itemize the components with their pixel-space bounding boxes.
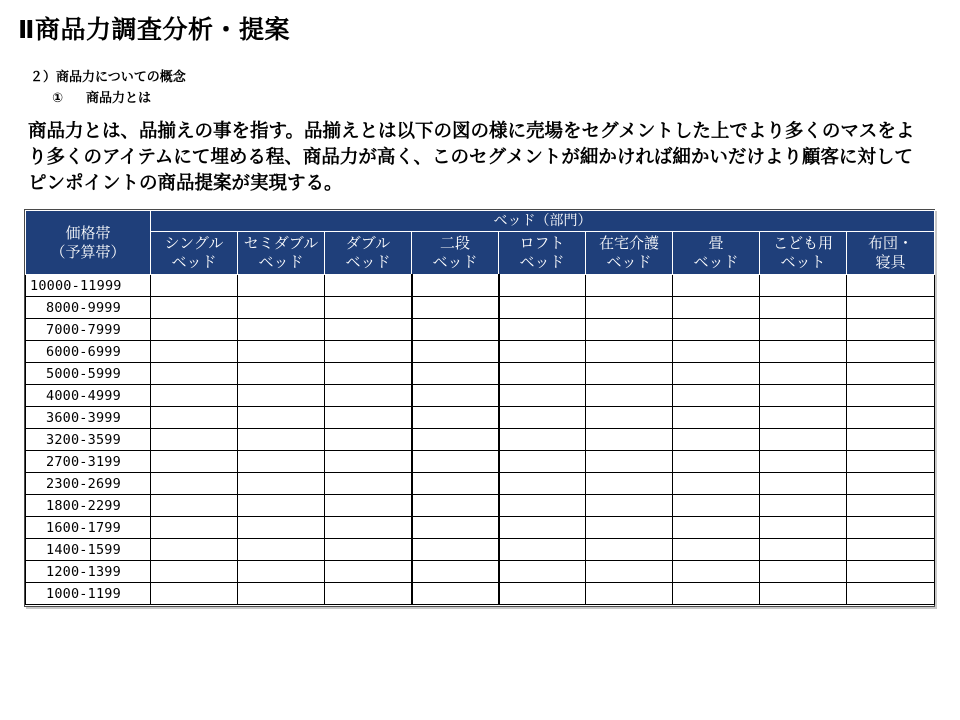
matrix-cell — [238, 517, 325, 539]
column-header-line: こども用 — [772, 234, 833, 252]
matrix-cell — [151, 407, 238, 429]
matrix-cell — [586, 561, 673, 583]
matrix-cell — [760, 517, 847, 539]
matrix-cell — [151, 341, 238, 363]
matrix-cell — [151, 495, 238, 517]
column-header-line: 在宅介護 — [598, 234, 659, 252]
matrix-cell — [586, 495, 673, 517]
matrix-cell — [238, 363, 325, 385]
matrix-cell — [499, 539, 586, 561]
matrix-cell — [325, 451, 412, 473]
column-header-line: 二段 — [439, 234, 470, 252]
subsection-number: ① — [52, 91, 64, 106]
matrix-cell — [586, 539, 673, 561]
matrix-cell — [412, 473, 499, 495]
matrix-cell — [760, 583, 847, 605]
matrix-cell — [760, 451, 847, 473]
matrix-cell — [586, 517, 673, 539]
matrix-cell — [238, 583, 325, 605]
matrix-cell — [673, 539, 760, 561]
price-band-cell: 1800-2299 — [26, 495, 151, 517]
price-band-cell: 10000-11999 — [26, 275, 151, 297]
matrix-cell — [499, 407, 586, 429]
table-row — [26, 517, 935, 539]
column-header-line: 畳 — [708, 234, 724, 252]
matrix-cell — [151, 473, 238, 495]
matrix-cell — [847, 473, 935, 495]
matrix-cell — [325, 319, 412, 341]
matrix-cell — [760, 495, 847, 517]
matrix-cell — [325, 407, 412, 429]
slide-title: Ⅱ商品力調査分析・提案 — [18, 15, 290, 44]
matrix-cell — [586, 473, 673, 495]
table-row — [26, 429, 935, 451]
matrix-cell — [760, 407, 847, 429]
table-row — [26, 363, 935, 385]
matrix-cell — [847, 583, 935, 605]
matrix-cell — [586, 583, 673, 605]
price-band-cell: 1600-1799 — [26, 517, 151, 539]
price-band-cell: 8000-9999 — [26, 297, 151, 319]
column-header — [673, 232, 760, 275]
matrix-cell — [499, 319, 586, 341]
matrix-cell — [847, 451, 935, 473]
table-row — [26, 583, 935, 605]
price-band-cell: 6000-6999 — [26, 341, 151, 363]
matrix-cell — [325, 429, 412, 451]
matrix-cell — [847, 363, 935, 385]
matrix-cell — [412, 407, 499, 429]
matrix-cell — [238, 561, 325, 583]
table-row — [26, 341, 935, 363]
matrix-cell — [673, 451, 760, 473]
table-row — [26, 297, 935, 319]
matrix-cell — [238, 319, 325, 341]
table-row — [26, 561, 935, 583]
matrix-cell — [325, 297, 412, 319]
subsection-heading — [52, 87, 151, 106]
matrix-cell — [238, 429, 325, 451]
matrix-cell — [412, 385, 499, 407]
price-band-cell: 2700-3199 — [26, 451, 151, 473]
table-row — [26, 275, 935, 297]
column-header — [412, 232, 499, 275]
matrix-cell — [325, 363, 412, 385]
matrix-cell — [151, 517, 238, 539]
price-band-cell: 1000-1199 — [26, 583, 151, 605]
matrix-cell — [673, 385, 760, 407]
price-band-cell: 3200-3599 — [26, 429, 151, 451]
matrix-cell — [151, 539, 238, 561]
matrix-cell — [673, 561, 760, 583]
matrix-cell — [325, 583, 412, 605]
matrix-cell — [499, 517, 586, 539]
matrix-cell — [499, 495, 586, 517]
column-header — [151, 232, 238, 275]
matrix-cell — [760, 539, 847, 561]
matrix-cell — [325, 341, 412, 363]
matrix-cell — [151, 363, 238, 385]
matrix-cell — [499, 561, 586, 583]
column-header — [760, 232, 847, 275]
matrix-cell — [586, 319, 673, 341]
matrix-cell — [673, 583, 760, 605]
column-header-line: ダブル — [345, 234, 391, 252]
matrix-cell — [412, 341, 499, 363]
matrix-cell — [847, 297, 935, 319]
matrix-cell — [412, 561, 499, 583]
column-header-line: セミダブル — [243, 234, 319, 252]
column-header-line: ロフト — [519, 234, 565, 252]
matrix-cell — [847, 341, 935, 363]
matrix-cell — [151, 429, 238, 451]
matrix-cell — [151, 561, 238, 583]
matrix-cell — [499, 363, 586, 385]
matrix-cell — [673, 341, 760, 363]
matrix-cell — [499, 341, 586, 363]
assortment-matrix — [24, 209, 935, 607]
table-row — [26, 385, 935, 407]
matrix-cell — [238, 341, 325, 363]
table-row — [26, 495, 935, 517]
price-band-cell: 4000-4999 — [26, 385, 151, 407]
matrix-cell — [760, 275, 847, 297]
matrix-cell — [760, 297, 847, 319]
matrix-cell — [847, 539, 935, 561]
department-header: ベッド（部門） — [151, 211, 935, 232]
column-header-line: ベッド — [258, 253, 304, 271]
table-row — [26, 319, 935, 341]
matrix-cell — [760, 561, 847, 583]
matrix-cell — [412, 363, 499, 385]
matrix-cell — [412, 297, 499, 319]
column-header — [499, 232, 586, 275]
matrix-cell — [412, 583, 499, 605]
matrix-cell — [325, 561, 412, 583]
column-header-line: ベッド — [693, 253, 739, 271]
matrix-cell — [412, 319, 499, 341]
matrix-cell — [673, 517, 760, 539]
column-header — [586, 232, 673, 275]
matrix-cell — [760, 473, 847, 495]
matrix-cell — [325, 385, 412, 407]
section-heading: ２）商品力についての概念 — [30, 70, 186, 85]
matrix-cell — [238, 275, 325, 297]
column-header-line: 布団・ — [867, 234, 913, 252]
matrix-cell — [760, 385, 847, 407]
matrix-cell — [325, 275, 412, 297]
matrix-cell — [238, 297, 325, 319]
matrix-cell — [238, 451, 325, 473]
column-header-line: ベッド — [171, 253, 217, 271]
column-header-line: ベッド — [345, 253, 391, 271]
matrix-cell — [673, 319, 760, 341]
matrix-cell — [238, 407, 325, 429]
column-header-line: ベッド — [519, 253, 565, 271]
column-header-line: ベッド — [432, 253, 478, 271]
column-header-line: 寝具 — [875, 253, 906, 271]
matrix-cell — [586, 407, 673, 429]
matrix-cell — [673, 363, 760, 385]
matrix-cell — [760, 429, 847, 451]
matrix-cell — [238, 495, 325, 517]
price-band-header-line2: （予算帯） — [50, 242, 126, 261]
price-band-cell: 1200-1399 — [26, 561, 151, 583]
column-header-line: ベット — [780, 253, 826, 271]
matrix-cell — [412, 451, 499, 473]
price-band-cell: 1400-1599 — [26, 539, 151, 561]
matrix-cell — [499, 473, 586, 495]
matrix-cell — [499, 385, 586, 407]
price-band-header — [26, 211, 151, 275]
body-paragraph: 商品力とは、品揃えの事を指す。品揃えとは以下の図の様に売場をセグメントした上でより多くのマスをより多くのアイテムにて埋める程、商品力が高く、このセグメントが細かければ細かいだけより顧客に対してピンポイントの商品提案が実現する。 — [28, 121, 915, 194]
matrix-cell — [238, 385, 325, 407]
matrix-cell — [151, 451, 238, 473]
matrix-cell — [673, 495, 760, 517]
matrix-cell — [847, 275, 935, 297]
table-row — [26, 451, 935, 473]
table-row — [26, 473, 935, 495]
matrix-cell — [586, 451, 673, 473]
matrix-cell — [586, 297, 673, 319]
column-header — [847, 232, 935, 275]
column-header-line: ベッド — [606, 253, 652, 271]
matrix-cell — [673, 429, 760, 451]
subsection-label: 商品力とは — [86, 91, 152, 106]
matrix-cell — [325, 473, 412, 495]
table-row — [26, 407, 935, 429]
matrix-cell — [499, 275, 586, 297]
matrix-cell — [412, 429, 499, 451]
price-band-cell: 2300-2699 — [26, 473, 151, 495]
matrix-cell — [499, 583, 586, 605]
matrix-cell — [760, 363, 847, 385]
matrix-cell — [325, 517, 412, 539]
matrix-cell — [847, 561, 935, 583]
table-row — [26, 539, 935, 561]
matrix-cell — [151, 385, 238, 407]
matrix-cell — [325, 495, 412, 517]
matrix-cell — [238, 539, 325, 561]
column-header — [238, 232, 325, 275]
price-segment-table — [25, 210, 935, 605]
matrix-cell — [586, 275, 673, 297]
matrix-cell — [325, 539, 412, 561]
matrix-cell — [412, 275, 499, 297]
matrix-cell — [847, 429, 935, 451]
matrix-cell — [586, 385, 673, 407]
price-band-cell: 7000-7999 — [26, 319, 151, 341]
matrix-cell — [412, 539, 499, 561]
matrix-cell — [847, 407, 935, 429]
matrix-cell — [847, 385, 935, 407]
matrix-cell — [673, 407, 760, 429]
matrix-cell — [151, 275, 238, 297]
matrix-cell — [238, 473, 325, 495]
matrix-cell — [760, 341, 847, 363]
matrix-cell — [847, 495, 935, 517]
column-header-line: シングル — [164, 234, 224, 252]
matrix-cell — [586, 429, 673, 451]
matrix-cell — [151, 583, 238, 605]
matrix-cell — [499, 451, 586, 473]
matrix-cell — [412, 517, 499, 539]
matrix-cell — [673, 473, 760, 495]
matrix-cell — [151, 297, 238, 319]
matrix-cell — [673, 275, 760, 297]
matrix-cell — [760, 319, 847, 341]
matrix-cell — [847, 319, 935, 341]
matrix-cell — [412, 495, 499, 517]
matrix-cell — [499, 429, 586, 451]
matrix-cell — [586, 363, 673, 385]
column-header — [325, 232, 412, 275]
matrix-cell — [673, 297, 760, 319]
price-band-cell: 3600-3999 — [26, 407, 151, 429]
matrix-cell — [499, 297, 586, 319]
matrix-cell — [847, 517, 935, 539]
price-band-cell: 5000-5999 — [26, 363, 151, 385]
matrix-cell — [586, 341, 673, 363]
price-band-header-line1: 価格帯 — [65, 223, 111, 242]
matrix-cell — [151, 319, 238, 341]
